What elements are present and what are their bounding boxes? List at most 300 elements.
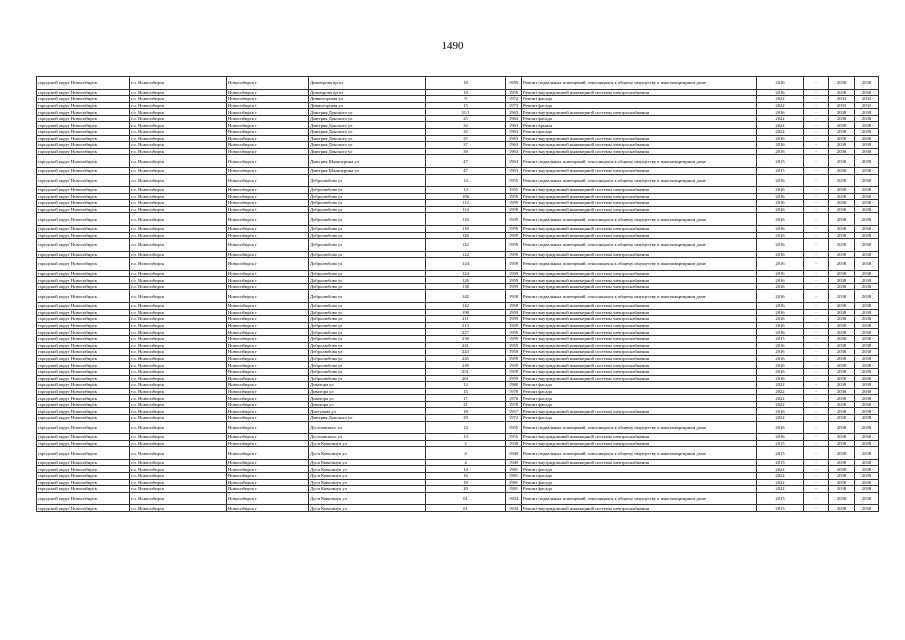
- year-built-cell: 1959: [506, 200, 522, 207]
- end-year-cell: 2038: [855, 109, 879, 116]
- city-cell: Новосибирск г: [227, 102, 309, 109]
- street-cell: Дуси Ковальчук ул: [309, 486, 426, 493]
- dash-cell: -: [804, 283, 829, 290]
- house-number-cell: 211: [426, 316, 506, 323]
- start-year-cell: 2016: [757, 434, 804, 441]
- start-year-cell: 2016: [757, 258, 804, 271]
- city-cell: Новосибирск г: [227, 115, 309, 122]
- dash-cell: -: [804, 421, 829, 434]
- street-cell: Достоевского ул: [309, 434, 426, 441]
- year-built-cell: 1963: [506, 109, 522, 116]
- work-type-cell: Ремонт внутридомовой инженерной системы электроснабжения: [522, 167, 757, 174]
- end-year-cell: 2038: [855, 375, 879, 382]
- work-type-cell: Ремонт внутридомовой инженерной системы электроснабжения: [522, 505, 757, 512]
- district-cell: г.о. Новосибирск: [130, 115, 227, 122]
- start-year-cell: 2016: [757, 309, 804, 316]
- street-cell: Добролюбова ул: [309, 309, 426, 316]
- end-year-cell: 2038: [855, 479, 879, 486]
- table-row: [37, 109, 879, 116]
- work-type-cell: Ремонт внутридомовой инженерной системы электроснабжения: [522, 368, 757, 375]
- house-number-cell: 124: [426, 270, 506, 277]
- year-built-cell: 1959: [506, 322, 522, 329]
- street-cell: Добролюбова ул: [309, 290, 426, 303]
- city-cell: Новосибирск г: [227, 187, 309, 194]
- city-cell: Новосибирск г: [227, 193, 309, 200]
- house-number-cell: 15: [426, 102, 506, 109]
- work-type-cell: Ремонт внутридомовой инженерной системы электроснабжения: [522, 309, 757, 316]
- house-number-cell: 122: [426, 239, 506, 252]
- year-built-cell: 1976: [506, 395, 522, 402]
- city-cell: Новосибирск г: [227, 232, 309, 239]
- start-year-cell: 2022: [757, 473, 804, 480]
- end-year-cell: 2038: [855, 388, 879, 395]
- table-row: [37, 492, 879, 505]
- end-year-cell: 2038: [855, 206, 879, 213]
- year-built-cell: 1963: [506, 129, 522, 136]
- work-type-cell: Ремонт фасада: [522, 115, 757, 122]
- district-cell: г.о. Новосибирск: [130, 302, 227, 309]
- street-cell: Добролюбова ул: [309, 232, 426, 239]
- municipality-cell: городской округ Новосибирск: [37, 122, 130, 129]
- street-cell: Добролюбова ул: [309, 213, 426, 226]
- street-cell: Дмитрия Донского ул: [309, 142, 426, 149]
- end-year-cell: 2038: [855, 401, 879, 408]
- house-number-cell: 4: [426, 459, 506, 466]
- end-year-cell: 2038: [855, 395, 879, 402]
- plan-year-cell: 2038: [829, 309, 855, 316]
- end-year-cell: 2038: [855, 239, 879, 252]
- year-built-cell: 1959: [506, 225, 522, 232]
- house-number-cell: 39: [426, 148, 506, 155]
- plan-year-cell: 2038: [829, 375, 855, 382]
- plan-year-cell: 2038: [829, 492, 855, 505]
- dash-cell: -: [804, 335, 829, 342]
- city-cell: Новосибирск г: [227, 473, 309, 480]
- district-cell: г.о. Новосибирск: [130, 447, 227, 460]
- year-built-cell: 1959: [506, 239, 522, 252]
- municipality-cell: городской округ Новосибирск: [37, 309, 130, 316]
- street-cell: Добролюбова ул: [309, 239, 426, 252]
- dash-cell: -: [804, 382, 829, 389]
- dash-cell: -: [804, 89, 829, 96]
- city-cell: Новосибирск г: [227, 309, 309, 316]
- plan-year-cell: 2038: [829, 486, 855, 493]
- start-year-cell: 2016: [757, 408, 804, 415]
- start-year-cell: 2016: [757, 142, 804, 149]
- plan-year-cell: 2038: [829, 415, 855, 422]
- table-row: [37, 316, 879, 323]
- start-year-cell: 2016: [757, 316, 804, 323]
- city-cell: Новосибирск г: [227, 270, 309, 277]
- plan-year-cell: 2038: [829, 329, 855, 336]
- plan-year-cell: 2038: [829, 232, 855, 239]
- start-year-cell: 2016: [757, 89, 804, 96]
- municipality-cell: городской округ Новосибирск: [37, 375, 130, 382]
- district-cell: г.о. Новосибирск: [130, 96, 227, 103]
- city-cell: Новосибирск г: [227, 283, 309, 290]
- district-cell: г.о. Новосибирск: [130, 421, 227, 434]
- city-cell: Новосибирск г: [227, 368, 309, 375]
- dash-cell: -: [804, 155, 829, 168]
- street-cell: Добролюбова ул: [309, 302, 426, 309]
- year-built-cell: 1934: [506, 492, 522, 505]
- start-year-cell: 2015: [757, 155, 804, 168]
- city-cell: Новосибирск г: [227, 447, 309, 460]
- city-cell: Новосибирск г: [227, 206, 309, 213]
- street-cell: Дивногорская ул: [309, 102, 426, 109]
- dash-cell: -: [804, 309, 829, 316]
- municipality-cell: городской округ Новосибирск: [37, 270, 130, 277]
- start-year-cell: 2016: [757, 174, 804, 187]
- year-built-cell: 1981: [506, 466, 522, 473]
- district-cell: г.о. Новосибирск: [130, 408, 227, 415]
- municipality-cell: городской округ Новосибирск: [37, 258, 130, 271]
- municipality-cell: городской округ Новосибирск: [37, 206, 130, 213]
- dash-cell: -: [804, 167, 829, 174]
- city-cell: Новосибирск г: [227, 375, 309, 382]
- work-type-cell: Ремонт внутридомовой инженерной системы электроснабжения: [522, 434, 757, 441]
- municipality-cell: городской округ Новосибирск: [37, 302, 130, 309]
- end-year-cell: 2038: [855, 174, 879, 187]
- city-cell: Новосибирск г: [227, 355, 309, 362]
- municipality-cell: городской округ Новосибирск: [37, 440, 130, 447]
- dash-cell: -: [804, 277, 829, 284]
- city-cell: Новосибирск г: [227, 277, 309, 284]
- city-cell: Новосибирск г: [227, 225, 309, 232]
- city-cell: Новосибирск г: [227, 155, 309, 168]
- start-year-cell: 2022: [757, 129, 804, 136]
- dash-cell: -: [804, 270, 829, 277]
- table-row: [37, 408, 879, 415]
- street-cell: Добролюбова ул: [309, 329, 426, 336]
- dash-cell: -: [804, 342, 829, 349]
- plan-year-cell: 2038: [829, 122, 855, 129]
- dash-cell: -: [804, 355, 829, 362]
- municipality-cell: городской округ Новосибирск: [37, 89, 130, 96]
- plan-year-cell: 2038: [829, 258, 855, 271]
- house-number-cell: 118: [426, 225, 506, 232]
- plan-year-cell: 2038: [829, 388, 855, 395]
- work-type-cell: Ремонт фасада: [522, 388, 757, 395]
- street-cell: Добролюбова ул: [309, 225, 426, 232]
- plan-year-cell: 2038: [829, 447, 855, 460]
- end-year-cell: 2038: [855, 316, 879, 323]
- end-year-cell: 2038: [855, 77, 879, 90]
- table-row: [37, 167, 879, 174]
- street-cell: Дуси Ковальчук ул: [309, 473, 426, 480]
- year-built-cell: 1973: [506, 102, 522, 109]
- plan-year-cell: 2038: [829, 335, 855, 342]
- city-cell: Новосибирск г: [227, 349, 309, 356]
- table-row: [37, 368, 879, 375]
- year-built-cell: 1959: [506, 270, 522, 277]
- plan-year-cell: 2038: [829, 408, 855, 415]
- plan-year-cell: 2038: [829, 193, 855, 200]
- house-number-cell: 35: [426, 129, 506, 136]
- municipality-cell: городской округ Новосибирск: [37, 77, 130, 90]
- dash-cell: -: [804, 302, 829, 309]
- municipality-cell: городской округ Новосибирск: [37, 479, 130, 486]
- plan-year-cell: 2038: [829, 401, 855, 408]
- district-cell: г.о. Новосибирск: [130, 200, 227, 207]
- work-type-cell: Ремонт подвальных помещений, относящихся к общему имуществу в многоквартирном доме: [522, 77, 757, 90]
- work-type-cell: Ремонт внутридомовой инженерной системы электроснабжения: [522, 316, 757, 323]
- municipality-cell: городской округ Новосибирск: [37, 167, 130, 174]
- municipality-cell: городской округ Новосибирск: [37, 505, 130, 512]
- work-type-cell: Ремонт фасада: [522, 102, 757, 109]
- end-year-cell: 2038: [855, 309, 879, 316]
- dash-cell: -: [804, 129, 829, 136]
- street-cell: Димитрова пр-кт: [309, 89, 426, 96]
- table-row: [37, 251, 879, 258]
- street-cell: Дуси Ковальчук ул: [309, 466, 426, 473]
- end-year-cell: 2038: [855, 193, 879, 200]
- year-built-cell: 1981: [506, 473, 522, 480]
- table-row: [37, 466, 879, 473]
- end-year-cell: 2038: [855, 368, 879, 375]
- dash-cell: -: [804, 200, 829, 207]
- house-number-cell: 199: [426, 309, 506, 316]
- start-year-cell: 2016: [757, 239, 804, 252]
- end-year-cell: 2038: [855, 329, 879, 336]
- plan-year-cell: 2038: [829, 135, 855, 142]
- plan-year-cell: 2038: [829, 302, 855, 309]
- end-year-cell: 2038: [855, 213, 879, 226]
- city-cell: Новосибирск г: [227, 167, 309, 174]
- plan-year-cell: 2038: [829, 395, 855, 402]
- table-row: [37, 277, 879, 284]
- year-built-cell: 1963: [506, 155, 522, 168]
- start-year-cell: 2015: [757, 440, 804, 447]
- municipality-cell: городской округ Новосибирск: [37, 473, 130, 480]
- work-type-cell: Ремонт фасада: [522, 415, 757, 422]
- table-row: [37, 258, 879, 271]
- table-row: [37, 434, 879, 441]
- work-type-cell: Ремонт внутридомовой инженерной системы электроснабжения: [522, 335, 757, 342]
- table-row: [37, 135, 879, 142]
- city-cell: Новосибирск г: [227, 89, 309, 96]
- dash-cell: -: [804, 466, 829, 473]
- municipality-cell: городской округ Новосибирск: [37, 200, 130, 207]
- year-built-cell: 1978: [506, 401, 522, 408]
- year-built-cell: 1958: [506, 206, 522, 213]
- year-built-cell: 1959: [506, 342, 522, 349]
- start-year-cell: 2016: [757, 329, 804, 336]
- dash-cell: -: [804, 206, 829, 213]
- city-cell: Новосибирск г: [227, 174, 309, 187]
- table-row: [37, 302, 879, 309]
- district-cell: г.о. Новосибирск: [130, 329, 227, 336]
- dash-cell: -: [804, 96, 829, 103]
- year-built-cell: 1959: [506, 309, 522, 316]
- year-built-cell: 1959: [506, 277, 522, 284]
- dash-cell: -: [804, 368, 829, 375]
- end-year-cell: 2038: [855, 335, 879, 342]
- start-year-cell: 2022: [757, 96, 804, 103]
- dash-cell: -: [804, 388, 829, 395]
- street-cell: Дуси Ковальчук ул: [309, 459, 426, 466]
- district-cell: г.о. Новосибирск: [130, 89, 227, 96]
- work-type-cell: Ремонт внутридомовой инженерной системы электроснабжения: [522, 322, 757, 329]
- house-number-cell: 18: [426, 89, 506, 96]
- house-number-cell: 251: [426, 368, 506, 375]
- work-type-cell: Ремонт подвальных помещений, относящихся к общему имуществу в многоквартирном доме: [522, 447, 757, 460]
- table-row: [37, 187, 879, 194]
- start-year-cell: 2016: [757, 302, 804, 309]
- municipality-cell: городской округ Новосибирск: [37, 421, 130, 434]
- year-built-cell: 1981: [506, 479, 522, 486]
- municipality-cell: городской округ Новосибирск: [37, 362, 130, 369]
- house-number-cell: 18: [426, 77, 506, 90]
- work-type-cell: Ремонт подвальных помещений, относящихся к общему имуществу в многоквартирном доме: [522, 258, 757, 271]
- dash-cell: -: [804, 505, 829, 512]
- house-number-cell: 118: [426, 213, 506, 226]
- table-row: [37, 421, 879, 434]
- dash-cell: -: [804, 434, 829, 441]
- house-number-cell: 2: [426, 440, 506, 447]
- street-cell: Доватора ул: [309, 395, 426, 402]
- city-cell: Новосибирск г: [227, 251, 309, 258]
- plan-year-cell: 2038: [829, 115, 855, 122]
- plan-year-cell: 2038: [829, 142, 855, 149]
- house-number-cell: 138: [426, 283, 506, 290]
- municipality-cell: городской округ Новосибирск: [37, 382, 130, 389]
- street-cell: Дмитрия Донского ул: [309, 415, 426, 422]
- district-cell: г.о. Новосибирск: [130, 368, 227, 375]
- work-type-cell: Ремонт внутридомовой инженерной системы электроснабжения: [522, 206, 757, 213]
- end-year-cell: 2038: [855, 486, 879, 493]
- work-type-cell: Ремонт внутридомовой инженерной системы электроснабжения: [522, 187, 757, 194]
- start-year-cell: 2016: [757, 349, 804, 356]
- end-year-cell: 2038: [855, 382, 879, 389]
- city-cell: Новосибирск г: [227, 142, 309, 149]
- plan-year-cell: 2038: [829, 155, 855, 168]
- plan-year-cell: 2038: [829, 167, 855, 174]
- table-row: [37, 270, 879, 277]
- house-number-cell: 29: [426, 415, 506, 422]
- street-cell: Добролюбова ул: [309, 193, 426, 200]
- district-cell: г.о. Новосибирск: [130, 251, 227, 258]
- table-row: [37, 375, 879, 382]
- start-year-cell: 2016: [757, 342, 804, 349]
- work-type-cell: Ремонт внутридомовой инженерной системы электроснабжения: [522, 362, 757, 369]
- table-row: [37, 102, 879, 109]
- plan-year-cell: 2038: [829, 459, 855, 466]
- street-cell: Дуси Ковальчук ул: [309, 505, 426, 512]
- work-type-cell: Ремонт подвальных помещений, относящихся к общему имуществу в многоквартирном доме: [522, 239, 757, 252]
- work-type-cell: Ремонт внутридомовой инженерной системы электроснабжения: [522, 277, 757, 284]
- city-cell: Новосибирск г: [227, 258, 309, 271]
- start-year-cell: 2022: [757, 388, 804, 395]
- start-year-cell: 2022: [757, 466, 804, 473]
- district-cell: г.о. Новосибирск: [130, 193, 227, 200]
- end-year-cell: 2038: [855, 505, 879, 512]
- house-number-cell: 35: [426, 135, 506, 142]
- house-number-cell: 239: [426, 335, 506, 342]
- work-type-cell: Ремонт фасада: [522, 96, 757, 103]
- municipality-cell: городской округ Новосибирск: [37, 225, 130, 232]
- district-cell: г.о. Новосибирск: [130, 206, 227, 213]
- start-year-cell: 2022: [757, 415, 804, 422]
- work-type-cell: Ремонт внутридомовой инженерной системы электроснабжения: [522, 375, 757, 382]
- start-year-cell: 2016: [757, 77, 804, 90]
- table-row: [37, 459, 879, 466]
- end-year-cell: 2038: [855, 447, 879, 460]
- house-number-cell: 47: [426, 155, 506, 168]
- district-cell: г.о. Новосибирск: [130, 258, 227, 271]
- house-number-cell: 9: [426, 96, 506, 103]
- table-row: [37, 148, 879, 155]
- street-cell: Дмитрия Донского ул: [309, 148, 426, 155]
- district-cell: г.о. Новосибирск: [130, 415, 227, 422]
- table-row: [37, 473, 879, 480]
- district-cell: г.о. Новосибирск: [130, 109, 227, 116]
- district-cell: г.о. Новосибирск: [130, 213, 227, 226]
- municipality-cell: городской округ Новосибирск: [37, 174, 130, 187]
- end-year-cell: 2038: [855, 258, 879, 271]
- house-number-cell: 31/1: [426, 109, 506, 116]
- table-row: [37, 447, 879, 460]
- dash-cell: -: [804, 135, 829, 142]
- work-type-cell: Ремонт внутридомовой инженерной системы электроснабжения: [522, 302, 757, 309]
- district-cell: г.о. Новосибирск: [130, 375, 227, 382]
- city-cell: Новосибирск г: [227, 290, 309, 303]
- municipality-cell: городской округ Новосибирск: [37, 434, 130, 441]
- table-row: [37, 200, 879, 207]
- street-cell: Добролюбова ул: [309, 258, 426, 271]
- work-type-cell: Ремонт фасада: [522, 486, 757, 493]
- house-number-cell: 14: [426, 434, 506, 441]
- street-cell: Дмитрия Шамшурина ул: [309, 167, 426, 174]
- district-cell: г.о. Новосибирск: [130, 505, 227, 512]
- start-year-cell: 2016: [757, 206, 804, 213]
- end-year-cell: 2038: [855, 440, 879, 447]
- work-type-cell: Ремонт внутридомовой инженерной системы электроснабжения: [522, 329, 757, 336]
- end-year-cell: 2038: [855, 89, 879, 96]
- street-cell: Добролюбова ул: [309, 251, 426, 258]
- work-type-cell: Ремонт внутридомовой инженерной системы электроснабжения: [522, 135, 757, 142]
- table-row: [37, 388, 879, 395]
- district-cell: г.о. Новосибирск: [130, 395, 227, 402]
- work-type-cell: Ремонт внутридомовой инженерной системы электроснабжения: [522, 232, 757, 239]
- house-number-cell: 16: [426, 473, 506, 480]
- district-cell: г.о. Новосибирск: [130, 283, 227, 290]
- work-type-cell: Ремонт подвальных помещений, относящихся к общему имуществу в многоквартирном доме: [522, 155, 757, 168]
- start-year-cell: 2015: [757, 459, 804, 466]
- city-cell: Новосибирск г: [227, 362, 309, 369]
- dash-cell: -: [804, 290, 829, 303]
- end-year-cell: 2038: [855, 349, 879, 356]
- plan-year-cell: 2038: [829, 77, 855, 90]
- work-type-cell: Ремонт внутридомовой инженерной системы электроснабжения: [522, 342, 757, 349]
- dash-cell: -: [804, 109, 829, 116]
- year-built-cell: 1957: [506, 408, 522, 415]
- end-year-cell: 2038: [855, 148, 879, 155]
- plan-year-cell: 2038: [829, 187, 855, 194]
- plan-year-cell: 2038: [829, 109, 855, 116]
- house-number-cell: 261: [426, 375, 506, 382]
- district-cell: г.о. Новосибирск: [130, 225, 227, 232]
- plan-year-cell: 2038: [829, 251, 855, 258]
- street-cell: Дмитрия Донского ул: [309, 115, 426, 122]
- district-cell: г.о. Новосибирск: [130, 401, 227, 408]
- year-built-cell: 1981: [506, 486, 522, 493]
- street-cell: Добролюбова ул: [309, 355, 426, 362]
- city-cell: Новосибирск г: [227, 395, 309, 402]
- year-built-cell: 1959: [506, 316, 522, 323]
- city-cell: Новосибирск г: [227, 129, 309, 136]
- table-row: [37, 505, 879, 512]
